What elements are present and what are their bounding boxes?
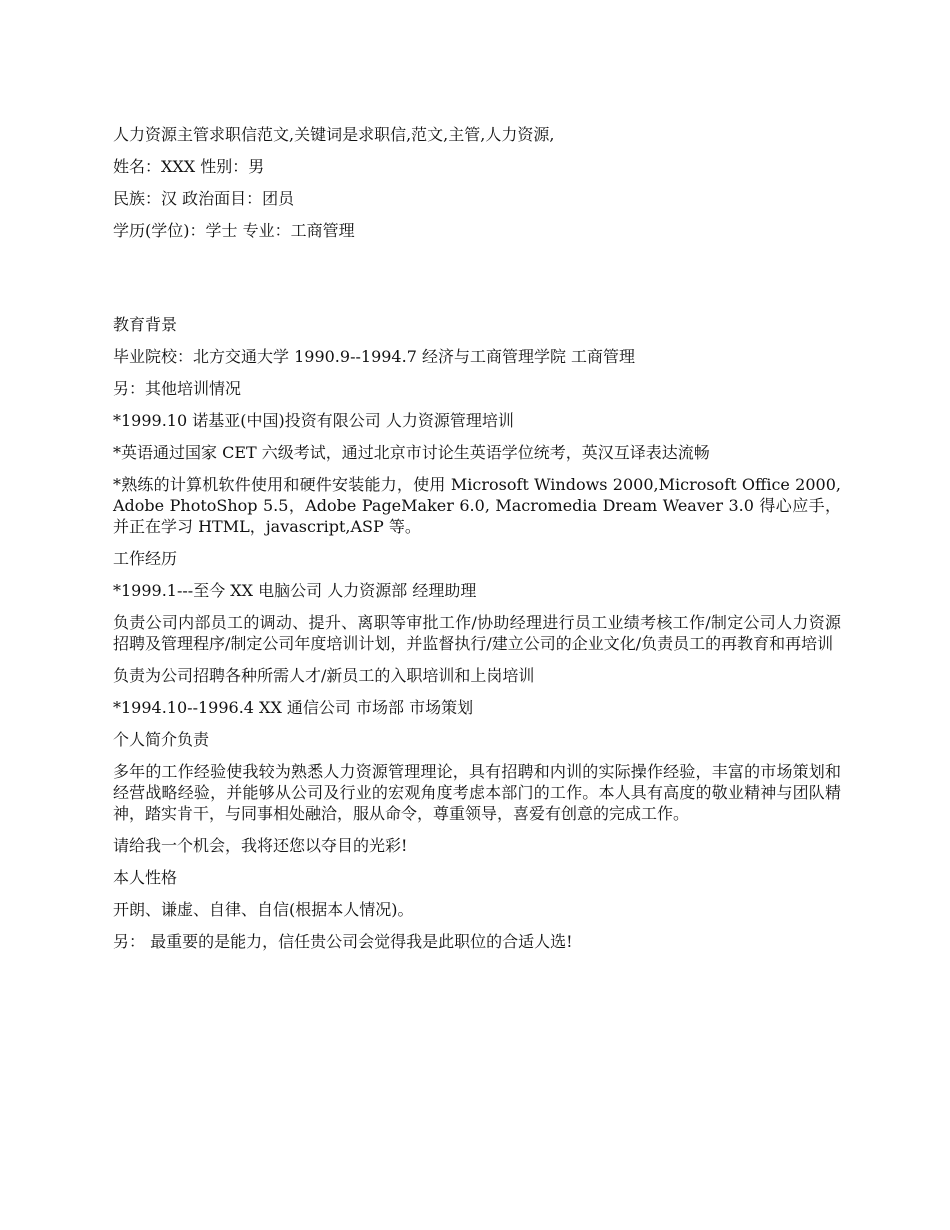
work-heading: 工作经历 — [113, 549, 178, 568]
title-line: 人力资源主管求职信范文,关键词是求职信,范文,主管,人力资源, — [113, 125, 555, 144]
blank-spacer — [113, 252, 841, 314]
personality-text: 开朗、谦虚、自律、自信(根据本人情况)。 — [113, 900, 414, 919]
job-duty: 负责公司内部员工的调动、提升、离职等审批工作/协助经理进行员工业绩考核工作/制定公司人力资源招聘及管理程序/制定公司年度培训计划，并监督执行/建立公司的企业文化/负责员工的再教育和再培训 — [113, 613, 841, 653]
education-heading: 教育背景 — [113, 315, 178, 334]
training-item: *1999.10 诺基亚(中国)投资有限公司 人力资源管理培训 — [113, 411, 514, 430]
school-line: 毕业院校：北方交通大学 1990.9--1994.7 经济与工商管理学院 工商管理 — [113, 347, 636, 366]
profile-heading: 个人简介负责 — [113, 730, 210, 749]
job-entry: *1999.1---至今 XX 电脑公司 人力资源部 经理助理 — [113, 581, 477, 600]
job-entry: *1994.10--1996.4 XX 通信公司 市场部 市场策划 — [113, 698, 474, 717]
profile-text: 多年的工作经验使我较为熟悉人力资源管理理论，具有招聘和内训的实际操作经验，丰富的市场策划和经营战略经验，并能够从公司及行业的宏观角度考虑本部门的工作。本人具有高度的敬业精神与团队精神，踏实肯干，与同事相处融洽，服从命令，尊重领导，喜爱有创意的完成工作。 — [113, 762, 841, 823]
other-training-line: 另：其他培训情况 — [113, 379, 242, 398]
document-body — [113, 124, 841, 963]
closing-line: 另： 最重要的是能力，信任贵公司会觉得我是此职位的合适人选! — [113, 932, 573, 951]
name-gender-line: 姓名：XXX 性别：男 — [113, 157, 265, 176]
training-item: *英语通过国家 CET 六级考试，通过北京市讨论生英语学位统考，英汉互译表达流畅 — [113, 443, 710, 462]
degree-major-line: 学历(学位)：学士 专业：工商管理 — [113, 221, 355, 240]
personality-heading: 本人性格 — [113, 868, 178, 887]
training-item: *熟练的计算机软件使用和硬件安装能力，使用 Microsoft Windows 2000,Microsoft Office 2000,Adobe PhotoShop 5.5，Adobe PageMaker 6.0, Macromedia Dream Weaver 3.0 得心应手，并正在学习 HTML，javascript,ASP 等。 — [113, 475, 841, 536]
request-line: 请给我一个机会，我将还您以夺目的光彩! — [113, 836, 408, 855]
ethnicity-politics-line: 民族：汉 政治面目：团员 — [113, 189, 295, 208]
job-duty: 负责为公司招聘各种所需人才/新员工的入职培训和上岗培训 — [113, 666, 535, 685]
